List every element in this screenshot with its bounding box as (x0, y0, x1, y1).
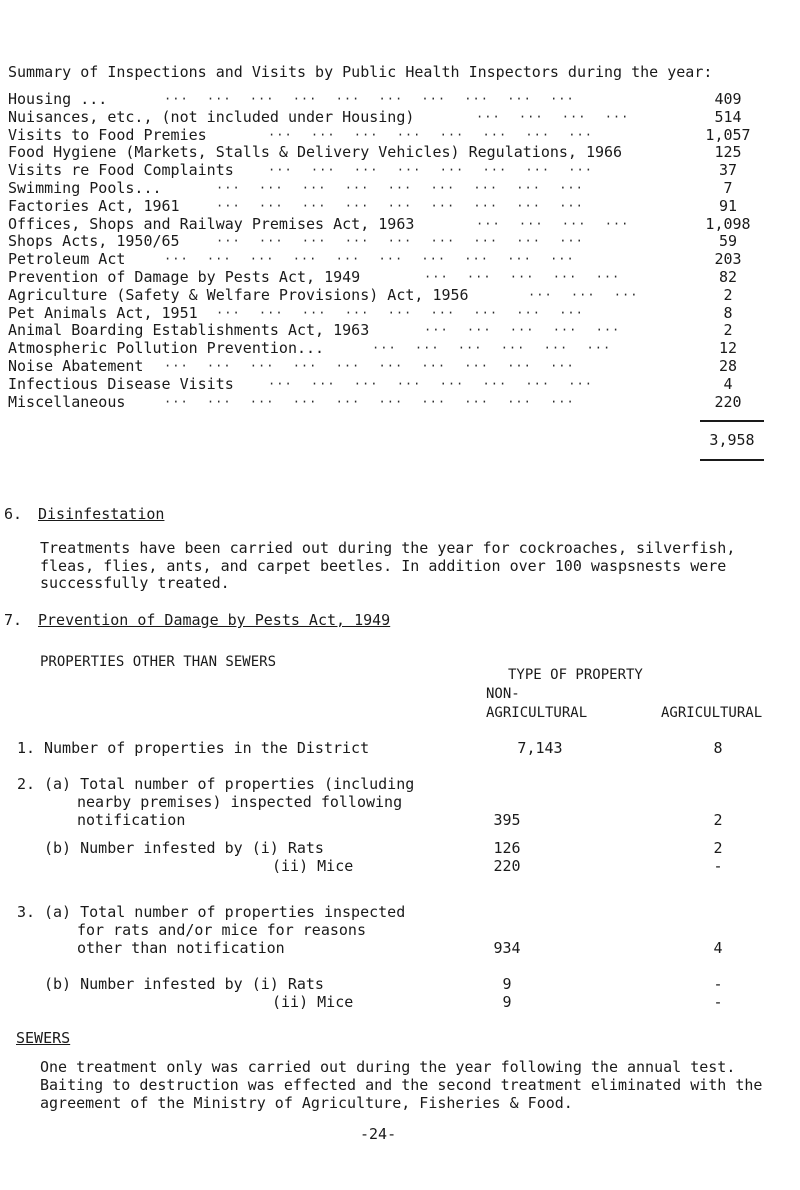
inspection-row (8, 394, 768, 412)
leader-dots: ··· ··· ··· ··· ··· ··· ··· ··· ··· ··· (164, 252, 575, 267)
row2a-non-ag: 395 (493, 811, 521, 829)
inspection-row (8, 287, 768, 305)
inspection-value: 1,057 (705, 125, 751, 144)
total-bottom-rule (700, 459, 764, 461)
inspection-row (8, 376, 768, 394)
leader-dots: ··· ··· ··· ··· (476, 216, 630, 231)
inspection-value: 28 (718, 356, 738, 375)
row2b-label-1: (b) Number infested by (i) Rats (44, 839, 324, 857)
inspections-list (8, 91, 768, 411)
inspection-row (8, 322, 768, 340)
inspection-value: 409 (714, 90, 742, 108)
inspection-value: 203 (714, 250, 742, 269)
col-non-ag-line2: AGRICULTURAL (486, 705, 588, 721)
inspection-row (8, 109, 768, 127)
disinfestation-text: Treatments have been carried out during the year for cockroaches, silverfish, fleas, flies, ants, and carpet beetles. In addition over 100 waspsnests were successfully treated. (40, 539, 736, 592)
inspection-row (8, 251, 768, 269)
inspection-value: 220 (714, 392, 742, 411)
row3a-label-2: for rats and/or mice for reasons (77, 921, 366, 939)
inspection-value: 12 (718, 339, 738, 358)
inspection-label: Housing ... (8, 90, 108, 108)
inspection-value: 8 (723, 303, 733, 322)
leader-dots: ··· ··· ··· ··· ··· ··· ··· ··· (268, 163, 593, 178)
inspection-label: Offices, Shops and Railway Premises Act, 1963 (8, 214, 415, 233)
inspection-label: Prevention of Damage by Pests Act, 1949 (8, 267, 361, 286)
disinfestation-number: 6. (4, 505, 23, 523)
row2b-rats-ag: 2 (713, 839, 723, 857)
inspection-row (8, 305, 768, 323)
inspection-row (8, 162, 768, 180)
inspection-label: Agriculture (Safety & Welfare Provisions) Act, 1956 (8, 285, 469, 304)
inspection-label: Infectious Disease Visits (8, 374, 234, 393)
row3b-rats-non-ag: 9 (502, 975, 512, 993)
inspection-row (8, 144, 768, 162)
inspection-row (8, 91, 768, 109)
inspection-label: Factories Act, 1961 (8, 196, 180, 215)
row2b-label-2: (ii) Mice (272, 857, 354, 875)
inspection-row (8, 340, 768, 358)
inspection-label: Noise Abatement (8, 356, 144, 375)
row3-number: 3. (17, 903, 36, 921)
inspection-value: 59 (718, 232, 738, 251)
row3b-mice-ag: - (713, 993, 723, 1011)
leader-dots: ··· ··· ··· ··· ··· ··· ··· ··· (268, 376, 593, 391)
inspection-label: Visits re Food Complaints (8, 161, 234, 180)
inspection-label: Shops Acts, 1950/65 (8, 232, 180, 251)
inspection-label: Nuisances, etc., (not included under Housing) (8, 107, 415, 126)
inspection-label: Atmospheric Pollution Prevention... (8, 339, 325, 358)
row2b-mice-non-ag: 220 (493, 857, 521, 875)
summary-title: Summary of Inspections and Visits by Public Health Inspectors during the year: (8, 63, 713, 81)
inspections-total: 3,958 (709, 431, 755, 449)
inspection-label: Animal Boarding Establishments Act, 1963 (8, 321, 370, 340)
row2-number: 2. (17, 775, 36, 793)
inspection-row (8, 358, 768, 376)
leader-dots: ··· ··· ··· ··· (476, 109, 630, 124)
inspection-row (8, 180, 768, 198)
row3b-label-2: (ii) Mice (272, 993, 354, 1011)
inspection-value: 1,098 (705, 214, 751, 233)
inspection-value: 2 (723, 285, 733, 304)
inspection-row (8, 269, 768, 287)
row1-ag: 8 (713, 739, 723, 757)
leader-dots: ··· ··· ··· ··· ··· ··· ··· ··· ··· (216, 180, 584, 195)
leader-dots: ··· ··· ··· ··· ··· (424, 269, 621, 284)
leader-dots: ··· ··· ··· ··· ··· ··· ··· ··· ··· ··· (164, 92, 575, 106)
leader-dots: ··· ··· ··· ··· ··· ··· ··· ··· ··· (216, 305, 584, 320)
leader-dots: ··· ··· ··· (528, 287, 639, 302)
row2b-rats-non-ag: 126 (493, 839, 521, 857)
row2a-ag: 2 (713, 811, 723, 829)
row2a-label-3: notification (77, 811, 186, 829)
sewers-text: One treatment only was carried out during the year following the annual test. Baiting to destruction was effected and the second treatment eliminated with the agreement of the Ministry of Agriculture, Fisheries & Food. (40, 1058, 763, 1112)
pests-number: 7. (4, 611, 23, 629)
page-number: -24- (360, 1125, 397, 1143)
row3a-label-1: (a) Total number of properties inspected (44, 903, 406, 921)
leader-dots: ··· ··· ··· ··· ··· ··· ··· ··· (268, 127, 593, 142)
inspection-row (8, 198, 768, 216)
inspection-row (8, 216, 768, 234)
inspection-row (8, 127, 768, 145)
leader-dots: ··· ··· ··· ··· ··· ··· (372, 341, 612, 356)
row3a-non-ag: 934 (493, 939, 521, 957)
leader-dots: ··· ··· ··· ··· ··· ··· ··· ··· ··· (216, 198, 584, 213)
inspection-label: Swimming Pools... (8, 178, 162, 197)
row2b-mice-ag: - (713, 857, 723, 875)
inspection-value: 4 (723, 374, 733, 393)
inspection-value: 514 (714, 107, 742, 126)
col-ag: AGRICULTURAL (661, 705, 763, 721)
inspection-value: 37 (718, 161, 738, 180)
inspection-value: 82 (718, 267, 738, 286)
inspection-value: 125 (714, 143, 742, 162)
row1-number: 1. (17, 739, 36, 757)
leader-dots: ··· ··· ··· ··· ··· ··· ··· ··· ··· (216, 234, 584, 249)
inspection-value: 2 (723, 321, 733, 340)
row3b-mice-non-ag: 9 (502, 993, 512, 1011)
pests-heading: Prevention of Damage by Pests Act, 1949 (38, 611, 391, 629)
row1-label: Number of properties in the District (44, 739, 370, 757)
inspection-label: Petroleum Act (8, 250, 126, 269)
leader-dots: ··· ··· ··· ··· ··· ··· ··· ··· ··· ··· (164, 358, 575, 373)
col-non-ag-line1: NON- (486, 686, 520, 702)
row1-non-ag: 7,143 (517, 739, 563, 757)
leader-dots: ··· ··· ··· ··· ··· (424, 323, 621, 338)
inspection-row (8, 233, 768, 251)
inspection-value: 7 (723, 178, 733, 197)
row3a-ag: 4 (713, 939, 723, 957)
row3b-label-1: (b) Number infested by (i) Rats (44, 975, 324, 993)
sewers-heading: SEWERS (16, 1029, 71, 1047)
inspection-value: 91 (718, 196, 738, 215)
row3b-rats-ag: - (713, 975, 723, 993)
properties-heading: PROPERTIES OTHER THAN SEWERS (40, 654, 277, 670)
row3a-label-3: other than notification (77, 939, 285, 957)
inspection-label: Visits to Food Premies (8, 125, 207, 144)
total-top-rule (700, 420, 764, 422)
inspection-label: Food Hygiene (Markets, Stalls & Delivery Vehicles) Regulations, 1966 (8, 143, 623, 162)
type-of-property-heading: TYPE OF PROPERTY (508, 667, 643, 683)
leader-dots: ··· ··· ··· ··· ··· ··· ··· ··· ··· ··· (164, 394, 575, 409)
row2a-label-2: nearby premises) inspected following (77, 793, 403, 811)
disinfestation-heading: Disinfestation (38, 505, 165, 523)
row2a-label-1: (a) Total number of properties (including (44, 775, 415, 793)
inspection-label: Miscellaneous (8, 392, 126, 411)
inspection-label: Pet Animals Act, 1951 (8, 303, 198, 322)
